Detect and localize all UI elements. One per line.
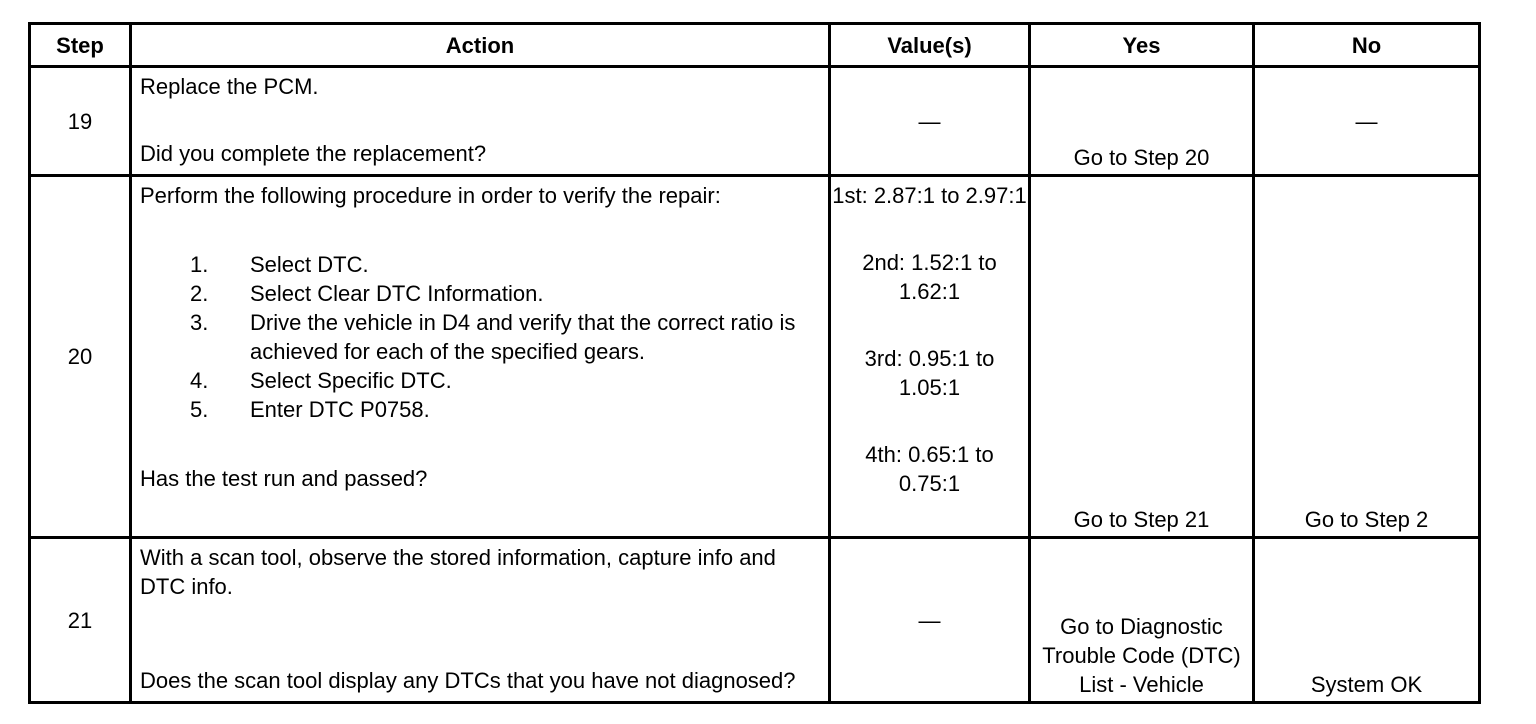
yes-cell: Go to Diagnostic Trouble Code (DTC) List - Vehicle (1030, 538, 1254, 703)
action-question: Does the scan tool display any DTCs that you have not diagnosed? (140, 668, 796, 693)
step-number: 20 (30, 176, 131, 538)
procedure-list (140, 250, 820, 424)
action-text: Replace the PCM. (140, 74, 319, 99)
table-row (30, 67, 1480, 176)
header-yes: Yes (1030, 24, 1254, 67)
procedure-step: 3. Drive the vehicle in D4 and verify that the correct ratio is achieved for each of the specified gears. (190, 310, 796, 364)
header-action: Action (131, 24, 830, 67)
procedure-step: 2. Select Clear DTC Information. (190, 281, 544, 306)
values-cell (830, 176, 1030, 538)
values-cell: — (830, 538, 1030, 703)
action-cell (131, 67, 830, 176)
header-row (30, 24, 1480, 67)
gear-ratio-range: 4th: 0.65:1 to 0.75:1 (865, 442, 994, 496)
procedure-step: 4. Select Specific DTC. (190, 368, 452, 393)
yes-cell: Go to Step 21 (1030, 176, 1254, 538)
action-intro: Perform the following procedure in order to verify the repair: (140, 183, 721, 208)
step-number: 19 (30, 67, 131, 176)
header-values: Value(s) (830, 24, 1030, 67)
yes-cell: Go to Step 20 (1030, 67, 1254, 176)
diagnostic-table (28, 22, 1481, 704)
table-row (30, 538, 1480, 703)
procedure-step: 5. Enter DTC P0758. (190, 397, 430, 422)
no-cell: System OK (1254, 538, 1480, 703)
gear-ratio-range: 3rd: 0.95:1 to 1.05:1 (864, 346, 995, 400)
table-row (30, 176, 1480, 538)
action-question: Has the test run and passed? (140, 466, 428, 491)
values-cell: — (830, 67, 1030, 176)
action-cell (131, 176, 830, 538)
gear-ratio-range: 1st: 2.87:1 to 2.97:1 (832, 183, 1027, 208)
procedure-step: 1. Select DTC. (190, 252, 369, 277)
gear-ratio-range: 2nd: 1.52:1 to 1.62:1 (862, 250, 997, 304)
action-question: Did you complete the replacement? (140, 141, 487, 166)
no-cell: Go to Step 2 (1254, 176, 1480, 538)
action-text: With a scan tool, observe the stored information, capture info and DTC info. (140, 545, 776, 599)
step-number: 21 (30, 538, 131, 703)
no-cell: — (1254, 67, 1480, 176)
header-no: No (1254, 24, 1480, 67)
header-step: Step (30, 24, 131, 67)
action-cell (131, 538, 830, 703)
